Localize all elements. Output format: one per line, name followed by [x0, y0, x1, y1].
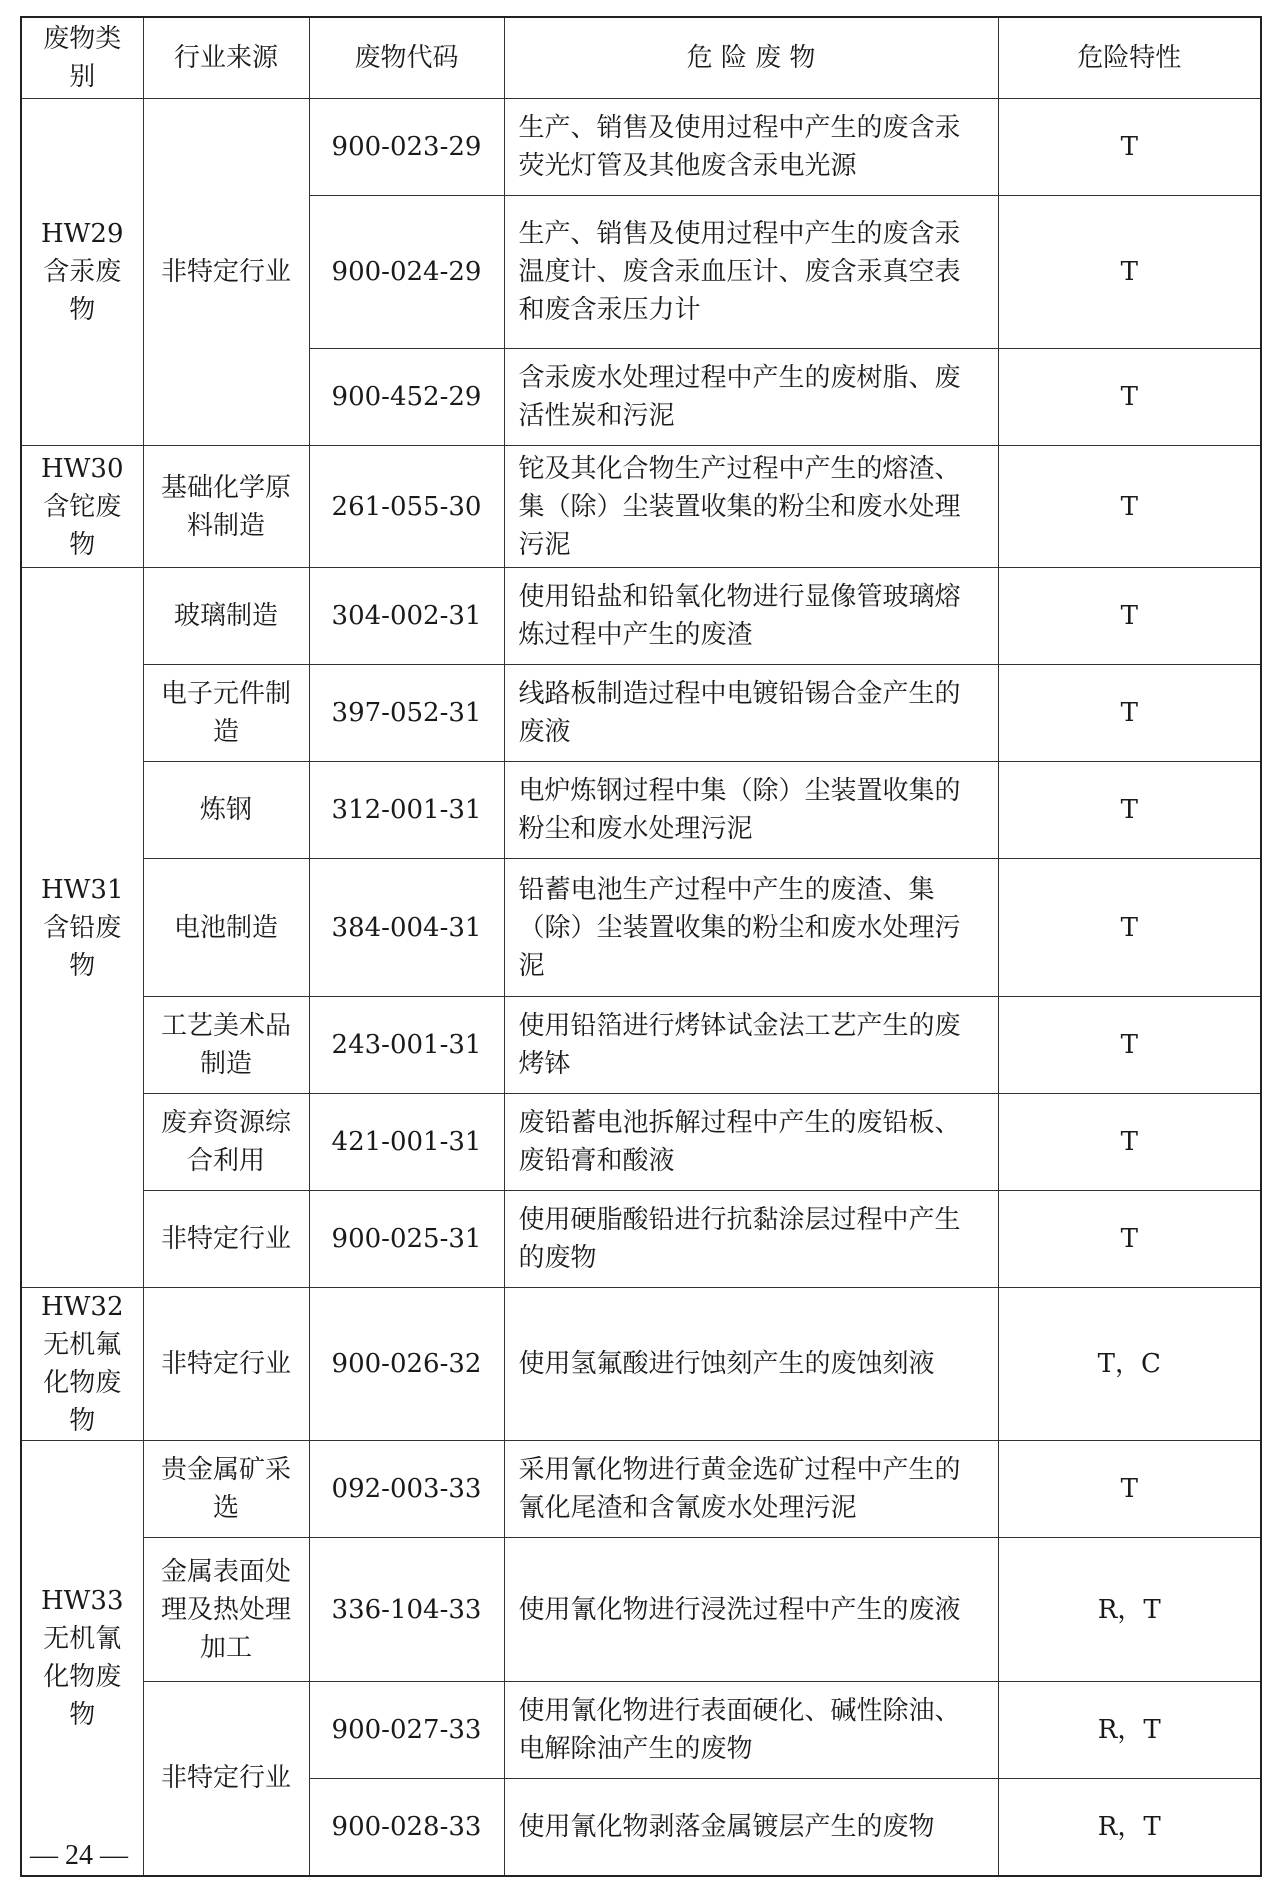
cell-industry-source: 金属表面处理及热处理加工: [143, 1538, 309, 1682]
cell-hazard-property: T: [998, 196, 1261, 349]
cell-hazard-property: R，T: [998, 1682, 1261, 1779]
cell-waste-description: 使用氰化物剥落金属镀层产生的废物: [504, 1779, 998, 1876]
cell-waste-code: 384-004-31: [309, 859, 504, 997]
page-number: — 24 —: [30, 1840, 128, 1871]
table-row: [21, 1191, 1261, 1288]
cell-category: HW31 含铅废物: [21, 568, 143, 1288]
cell-waste-description: 使用氰化物进行表面硬化、碱性除油、电解除油产生的废物: [504, 1682, 998, 1779]
cell-waste-code: 261-055-30: [309, 446, 504, 568]
header-industry-source: 行业来源: [143, 17, 309, 99]
cell-waste-description: 使用氰化物进行浸洗过程中产生的废液: [504, 1538, 998, 1682]
cell-hazard-property: R，T: [998, 1779, 1261, 1876]
cell-hazard-property: T: [998, 665, 1261, 762]
cell-waste-code: 900-023-29: [309, 99, 504, 196]
cell-category: HW29 含汞废物: [21, 99, 143, 446]
cell-waste-description: 铅蓄电池生产过程中产生的废渣、集（除）尘装置收集的粉尘和废水处理污泥: [504, 859, 998, 997]
cell-hazard-property: T: [998, 1191, 1261, 1288]
cell-waste-code: 092-003-33: [309, 1441, 504, 1538]
cell-waste-description: 线路板制造过程中电镀铅锡合金产生的废液: [504, 665, 998, 762]
cell-waste-code: 421-001-31: [309, 1094, 504, 1191]
cell-industry-source: 非特定行业: [143, 1288, 309, 1441]
cell-waste-description: 采用氰化物进行黄金选矿过程中产生的氰化尾渣和含氰废水处理污泥: [504, 1441, 998, 1538]
cell-hazard-property: T: [998, 349, 1261, 446]
table-row: [21, 859, 1261, 997]
table-row: [21, 1288, 1261, 1441]
cell-waste-code: 900-452-29: [309, 349, 504, 446]
cell-industry-source: 电子元件制造: [143, 665, 309, 762]
hazardous-waste-table: [20, 16, 1262, 1877]
cell-category: HW33 无机氰化物废物: [21, 1441, 143, 1876]
header-waste-code: 废物代码: [309, 17, 504, 99]
cell-industry-source: 贵金属矿采选: [143, 1441, 309, 1538]
cell-category: HW32 无机氟化物废物: [21, 1288, 143, 1441]
cell-hazard-property: T: [998, 1441, 1261, 1538]
table-row: [21, 1094, 1261, 1191]
cell-hazard-property: T: [998, 859, 1261, 997]
cell-industry-source: 非特定行业: [143, 1682, 309, 1876]
cell-waste-description: 生产、销售及使用过程中产生的废含汞荧光灯管及其他废含汞电光源: [504, 99, 998, 196]
cell-waste-description: 使用氢氟酸进行蚀刻产生的废蚀刻液: [504, 1288, 998, 1441]
cell-hazard-property: T: [998, 1094, 1261, 1191]
header-category: 废物类别: [21, 17, 143, 99]
cell-waste-description: 废铅蓄电池拆解过程中产生的废铅板、废铅膏和酸液: [504, 1094, 998, 1191]
cell-waste-code: 243-001-31: [309, 997, 504, 1094]
cell-waste-description: 使用铅盐和铅氧化物进行显像管玻璃熔炼过程中产生的废渣: [504, 568, 998, 665]
cell-waste-code: 336-104-33: [309, 1538, 504, 1682]
cell-hazard-property: T: [998, 446, 1261, 568]
cell-industry-source: 非特定行业: [143, 99, 309, 446]
cell-waste-code: 397-052-31: [309, 665, 504, 762]
table-row: [21, 1682, 1261, 1779]
cell-waste-description: 使用铅箔进行烤钵试金法工艺产生的废烤钵: [504, 997, 998, 1094]
cell-hazard-property: T: [998, 762, 1261, 859]
cell-industry-source: 炼钢: [143, 762, 309, 859]
cell-waste-code: 900-024-29: [309, 196, 504, 349]
cell-waste-code: 900-026-32: [309, 1288, 504, 1441]
table-row: [21, 997, 1261, 1094]
header-hazardous-waste: 危 险 废 物: [504, 17, 998, 99]
cell-waste-description: 使用硬脂酸铅进行抗黏涂层过程中产生的废物: [504, 1191, 998, 1288]
cell-industry-source: 基础化学原料制造: [143, 446, 309, 568]
cell-industry-source: 工艺美术品制造: [143, 997, 309, 1094]
cell-hazard-property: R，T: [998, 1538, 1261, 1682]
cell-industry-source: 废弃资源综合利用: [143, 1094, 309, 1191]
cell-hazard-property: T: [998, 99, 1261, 196]
cell-industry-source: 非特定行业: [143, 1191, 309, 1288]
cell-waste-description: 生产、销售及使用过程中产生的废含汞温度计、废含汞血压计、废含汞真空表和废含汞压力计: [504, 196, 998, 349]
table-row: [21, 1538, 1261, 1682]
cell-waste-description: 铊及其化合物生产过程中产生的熔渣、集（除）尘装置收集的粉尘和废水处理污泥: [504, 446, 998, 568]
table-row: [21, 568, 1261, 665]
cell-industry-source: 玻璃制造: [143, 568, 309, 665]
cell-industry-source: 电池制造: [143, 859, 309, 997]
table-row: [21, 99, 1261, 196]
cell-waste-code: 312-001-31: [309, 762, 504, 859]
table-body: [21, 99, 1261, 1876]
cell-waste-description: 电炉炼钢过程中集（除）尘装置收集的粉尘和废水处理污泥: [504, 762, 998, 859]
cell-waste-description: 含汞废水处理过程中产生的废树脂、废活性炭和污泥: [504, 349, 998, 446]
header-hazard-property: 危险特性: [998, 17, 1261, 99]
cell-hazard-property: T，C: [998, 1288, 1261, 1441]
table-row: [21, 446, 1261, 568]
cell-waste-code: 900-028-33: [309, 1779, 504, 1876]
table-header-row: [21, 17, 1261, 99]
table-row: [21, 1441, 1261, 1538]
cell-waste-code: 900-025-31: [309, 1191, 504, 1288]
cell-waste-code: 304-002-31: [309, 568, 504, 665]
table-row: [21, 665, 1261, 762]
cell-hazard-property: T: [998, 997, 1261, 1094]
cell-hazard-property: T: [998, 568, 1261, 665]
cell-category: HW30 含铊废物: [21, 446, 143, 568]
table-row: [21, 762, 1261, 859]
cell-waste-code: 900-027-33: [309, 1682, 504, 1779]
